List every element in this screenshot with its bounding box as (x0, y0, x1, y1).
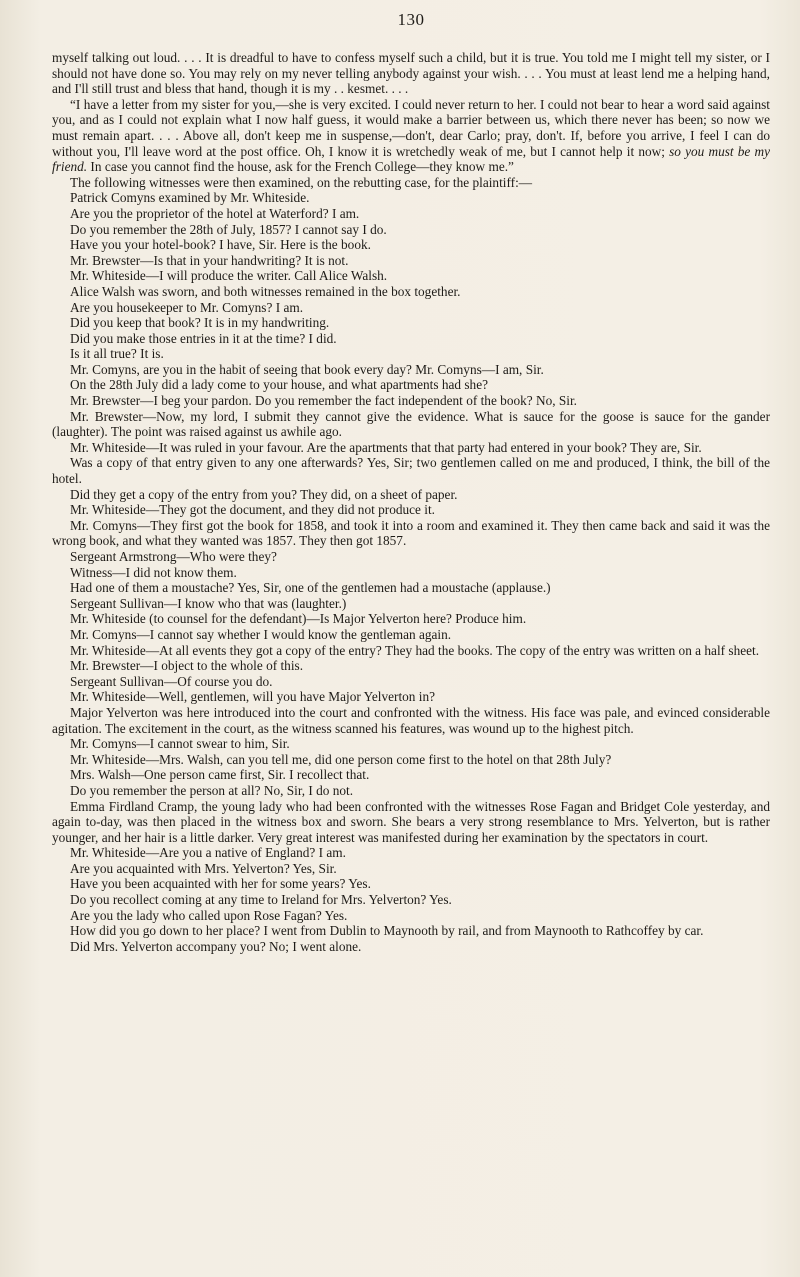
paragraph: Witness—I did not know them. (70, 564, 237, 580)
document-body (52, 50, 770, 954)
paragraph: Mr. Brewster—Now, my lord, I submit they cannot give the evidence. What is sauce for the goose is sauce for the gander (laughter). The point was raised against us awhile ago. (52, 408, 770, 440)
paragraph: Are you the proprietor of the hotel at Waterford? I am. (70, 205, 360, 221)
paragraph: Emma Firdland Cramp, the young lady who had been confronted with the witnesses Rose Fagan and Bridget Cole yesterday, and again to-day, was then placed in the witness box and sworn. She bears a very strong resemblance to Mrs. Yelverton, but is rather younger, and her hair is a little darker. Very great interest was manifested during her examination by the spectators in court. (52, 798, 770, 845)
paragraph: Are you the lady who called upon Rose Fagan? Yes. (70, 907, 348, 923)
paragraph: Alice Walsh was sworn, and both witnesses remained in the box together. (70, 283, 461, 299)
paragraph: Did you keep that book? It is in my handwriting. (70, 315, 330, 331)
paragraph: Mr. Comyns—I cannot swear to him, Sir. (70, 736, 290, 752)
paragraph: Did they get a copy of the entry from you? They did, on a sheet of paper. (70, 486, 458, 502)
paragraph: Did Mrs. Yelverton accompany you? No; I went alone. (70, 938, 362, 954)
emphasis-text: so you must be my friend. (52, 143, 771, 175)
paragraph: Mr. Brewster—Is that in your handwriting? It is not. (70, 252, 349, 268)
paragraph: Have you been acquainted with her for some years? Yes. (70, 876, 371, 892)
paragraph: Major Yelverton was here introduced into the court and confronted with the witness. His face was pale, and evinced considerable agitation. The excitement in the court, as the witness scanned his features, was wound up to the highest pitch. (52, 704, 770, 736)
paragraph: Patrick Comyns examined by Mr. Whiteside. (70, 190, 310, 206)
paragraph: Mr. Whiteside—I will produce the writer. Call Alice Walsh. (70, 268, 388, 284)
paragraph: Did you make those entries in it at the time? I did. (70, 330, 337, 346)
page-number: 130 (397, 10, 425, 29)
paragraph: Mr. Whiteside (to counsel for the defendant)—Is Major Yelverton here? Produce him. (70, 611, 527, 627)
paragraph: Mr. Whiteside—Well, gentlemen, will you have Major Yelverton in? (70, 689, 436, 705)
paragraph: Mr. Brewster—I object to the whole of this. (70, 658, 304, 674)
paragraph: Mr. Whiteside—They got the document, and they did not produce it. (70, 502, 435, 518)
paragraph: Mr. Whiteside—Are you a native of England? I am. (70, 845, 346, 861)
paragraph: Mr. Brewster—I beg your pardon. Do you remember the fact independent of the book? No, Sir. (70, 393, 577, 409)
letter-text-end: In case you cannot find the house, ask for the French College—they know me.” (90, 159, 514, 175)
paragraph: The following witnesses were then examined, on the rebutting case, for the plaintiff:— (70, 174, 533, 190)
paragraph: Mr. Whiteside—Mrs. Walsh, can you tell me, did one person come first to the hotel on that 28th July? (70, 751, 612, 767)
paragraph: Are you acquainted with Mrs. Yelverton? Yes, Sir. (70, 860, 337, 876)
paragraph: Sergeant Sullivan—I know who that was (laughter.) (70, 595, 347, 611)
paragraph: Mr. Whiteside—It was ruled in your favour. Are the apartments that that party had entered in your book? They are, Sir. (70, 439, 702, 455)
paragraph: Mr. Whiteside—At all events they got a copy of the entry? They had the books. The copy of the entry was written on a half sheet. (70, 642, 760, 658)
paragraph: Is it all true? It is. (70, 346, 164, 362)
paragraph: Sergeant Sullivan—Of course you do. (70, 673, 273, 689)
paragraph: On the 28th July did a lady come to your house, and what apartments had she? (70, 377, 489, 393)
paragraph: How did you go down to her place? I went from Dublin to Maynooth by rail, and from Maynooth to Rathcoffey by car. (70, 923, 704, 939)
paragraph: Had one of them a moustache? Yes, Sir, one of the gentlemen had a moustache (applause.) (70, 580, 551, 596)
paragraph: myself talking out loud. . . . It is dreadful to have to confess myself such a child, but it is true. You told me I might tell my sister, or I should not have done so. You may rely on my never telling anybody against your wish. . . . You must at least lend me a helping hand, and I'll still trust and bless that hand, though it is my . . kesmet. . . . (52, 50, 770, 97)
letter-text: “I have a letter from my sister for you,—she is very excited. I could never return to her. I could not bear to hear a word said against you, and as I could not explain what I now half guess, it would make a barrier between us, which there never has been; so now we must remain apart. . . . Above all, don't keep me in suspense,—don't, dear Carlo; pray, don't. If, before you arrive, I feel I can do without you, I'll leave word at the post office. Oh, I know it is wretchedly weak of me, but I cannot help it now; (52, 96, 770, 159)
paragraph: Mr. Comyns—They first got the book for 1858, and took it into a room and examined it. They then came back and said it was the wrong book, and what they wanted was 1857. They then got 1857. (52, 517, 770, 549)
paragraph: Mrs. Walsh—One person came first, Sir. I recollect that. (70, 767, 370, 783)
paragraph: Do you remember the person at all? No, Sir, I do not. (70, 782, 354, 798)
paragraph: Are you housekeeper to Mr. Comyns? I am. (70, 299, 304, 315)
paragraph: Mr. Comyns—I cannot say whether I would know the gentleman again. (70, 626, 452, 642)
paragraph: Do you recollect coming at any time to Ireland for Mrs. Yelverton? Yes. (70, 892, 452, 908)
paragraph: Do you remember the 28th of July, 1857? I cannot say I do. (70, 221, 387, 237)
paragraph-letter (52, 97, 770, 175)
paragraph: Have you your hotel-book? I have, Sir. Here is the book. (70, 237, 371, 253)
paragraph: Sergeant Armstrong—Who were they? (70, 549, 277, 564)
paragraph: Mr. Comyns, are you in the habit of seeing that book every day? Mr. Comyns—I am, Sir. (70, 361, 544, 377)
paragraph: Was a copy of that entry given to any one afterwards? Yes, Sir; two gentlemen called on me and produced, I think, the bill of the hotel. (52, 455, 770, 487)
